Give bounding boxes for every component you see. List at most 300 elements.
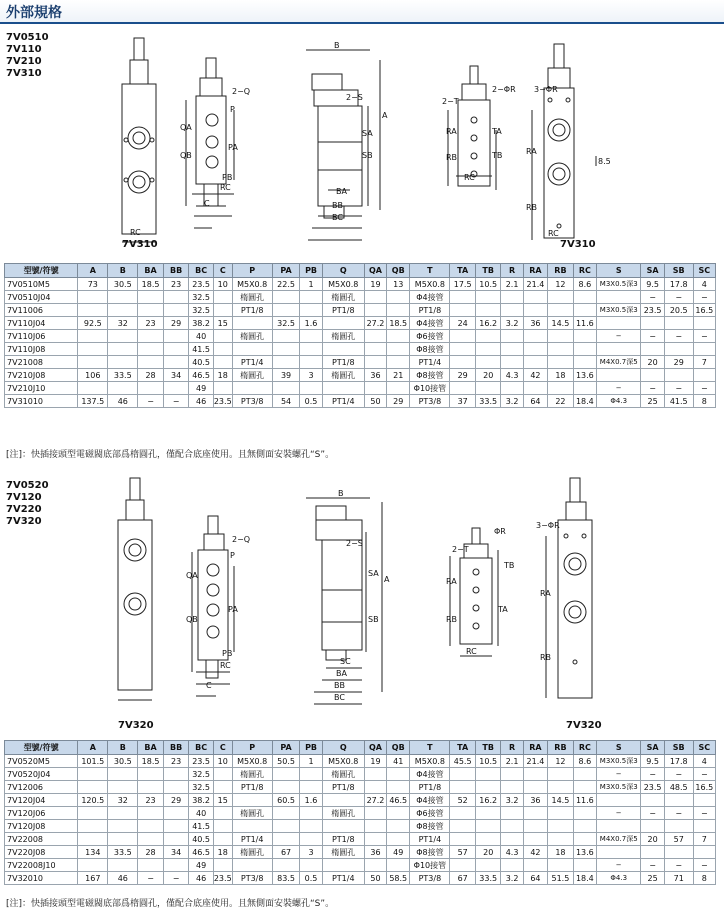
model-cell: 7V110J04 bbox=[5, 317, 78, 330]
table-cell: 17.5 bbox=[450, 278, 476, 291]
table-cell: 134 bbox=[78, 846, 108, 859]
model-list-2 bbox=[6, 480, 49, 528]
table-cell bbox=[78, 356, 108, 369]
table-cell bbox=[78, 820, 108, 833]
model-cell: 7V120J08 bbox=[5, 820, 78, 833]
table-cell: 楕圓孔 bbox=[232, 768, 272, 781]
table-cell: 10.5 bbox=[475, 278, 501, 291]
table-cell: 1.6 bbox=[300, 794, 322, 807]
table-cell: − bbox=[597, 859, 641, 872]
table-cell bbox=[387, 768, 410, 781]
table-cell: 64 bbox=[523, 872, 547, 885]
table-cell: 30.5 bbox=[108, 755, 138, 768]
dimension-drawing-1 bbox=[100, 30, 720, 252]
table-cell: PT1/4 bbox=[322, 395, 364, 408]
table-cell: M5X0.8 bbox=[410, 755, 450, 768]
table-cell: PT1/4 bbox=[410, 833, 450, 846]
table-cell: 40.5 bbox=[189, 833, 213, 846]
table-cell bbox=[523, 330, 547, 343]
table-cell: 51.5 bbox=[548, 872, 574, 885]
model-name: 7V0510 bbox=[6, 32, 49, 43]
dim-label: A bbox=[382, 111, 388, 120]
table-cell: 42 bbox=[523, 846, 547, 859]
column-header: TA bbox=[450, 741, 476, 755]
table-cell bbox=[232, 382, 272, 395]
table-cell: 18.4 bbox=[573, 395, 596, 408]
model-cell: 7V220J08 bbox=[5, 846, 78, 859]
table-cell bbox=[364, 356, 386, 369]
dim-label: ΦR bbox=[494, 527, 506, 536]
table-cell bbox=[693, 317, 715, 330]
table-cell: 23.5 bbox=[641, 304, 664, 317]
table-cell: 23.5 bbox=[213, 873, 232, 883]
table-cell: 23 bbox=[138, 317, 164, 330]
table-cell bbox=[108, 781, 138, 794]
table-cell bbox=[450, 807, 476, 820]
table-cell: PT1/4 bbox=[410, 356, 450, 369]
table-cell: 23 bbox=[163, 755, 189, 768]
dim-label: TB bbox=[504, 561, 515, 570]
table-cell bbox=[501, 781, 523, 794]
column-header: R bbox=[501, 741, 523, 755]
table-cell: 7 bbox=[693, 356, 715, 369]
table-cell: 1 bbox=[300, 755, 322, 768]
table-cell bbox=[322, 317, 364, 330]
dim-label: 3−ΦR bbox=[534, 85, 558, 94]
table-cell bbox=[322, 859, 364, 872]
column-header: RC bbox=[573, 741, 596, 755]
spec-table-2 bbox=[4, 740, 716, 885]
table-cell: Φ8接管 bbox=[410, 846, 450, 859]
table-cell: 28 bbox=[138, 846, 164, 859]
table-cell bbox=[138, 291, 164, 304]
dim-label: BA bbox=[336, 669, 347, 678]
table-cell bbox=[78, 291, 108, 304]
table-cell: − bbox=[664, 807, 693, 820]
table-cell: 10 bbox=[213, 278, 232, 291]
model-cell: 7V12006 bbox=[5, 781, 78, 794]
table-cell: Φ4.3 bbox=[597, 395, 641, 408]
column-header: BC bbox=[189, 264, 213, 278]
table-cell: 32.5 bbox=[189, 781, 213, 794]
table-cell bbox=[300, 768, 322, 781]
table-cell bbox=[641, 820, 664, 833]
table-row bbox=[5, 859, 716, 872]
table-cell bbox=[213, 820, 232, 833]
table-cell: 33.5 bbox=[475, 395, 501, 408]
table-cell: 18 bbox=[548, 846, 574, 859]
column-header: P bbox=[232, 264, 272, 278]
table-cell: 57 bbox=[450, 846, 476, 859]
table-cell: 8.6 bbox=[573, 278, 596, 291]
table-cell bbox=[108, 807, 138, 820]
model-cell: 7V110J06 bbox=[5, 330, 78, 343]
table-cell bbox=[163, 382, 189, 395]
table-cell: 0.5 bbox=[300, 872, 322, 885]
table-cell: 17.8 bbox=[664, 278, 693, 291]
table-cell bbox=[364, 820, 386, 833]
table-cell bbox=[573, 859, 596, 872]
column-header: Q bbox=[322, 741, 364, 755]
table-cell: 58.5 bbox=[387, 872, 410, 885]
dim-label: BB bbox=[332, 201, 343, 210]
table-cell bbox=[232, 820, 272, 833]
dim-label: QB bbox=[180, 151, 192, 160]
table-cell: 20 bbox=[641, 356, 664, 369]
table-cell: − bbox=[693, 768, 715, 781]
table-cell bbox=[523, 859, 547, 872]
table-cell: 18.5 bbox=[387, 317, 410, 330]
table-cell: 16.5 bbox=[693, 781, 715, 794]
table-cell bbox=[364, 859, 386, 872]
table-cell: M3X0.5深3 bbox=[597, 278, 641, 291]
table-cell bbox=[387, 820, 410, 833]
dim-label: 2−T bbox=[442, 97, 459, 106]
column-header: C bbox=[213, 741, 232, 755]
table-cell bbox=[475, 304, 501, 317]
model-cell: 7V22008 bbox=[5, 833, 78, 846]
table-cell bbox=[272, 330, 300, 343]
table-cell: − bbox=[693, 291, 715, 304]
table-cell bbox=[213, 330, 232, 343]
table-cell: 52 bbox=[450, 794, 476, 807]
table-cell bbox=[213, 768, 232, 781]
table-cell: 25 bbox=[641, 395, 664, 408]
table-cell: 67 bbox=[272, 846, 300, 859]
table-cell: 15 bbox=[213, 317, 232, 330]
table-cell: 13.6 bbox=[573, 369, 596, 382]
table-cell bbox=[548, 291, 574, 304]
table-cell: 39 bbox=[272, 369, 300, 382]
dim-label: RC bbox=[220, 661, 231, 670]
table-cell: 12 bbox=[548, 278, 574, 291]
table-cell: 49 bbox=[387, 846, 410, 859]
table-header-row bbox=[5, 741, 716, 755]
table-cell bbox=[664, 317, 693, 330]
table-row bbox=[5, 395, 716, 408]
table-cell bbox=[272, 820, 300, 833]
table-cell: 45.5 bbox=[450, 755, 476, 768]
table-cell bbox=[501, 356, 523, 369]
table-cell: 101.5 bbox=[78, 755, 108, 768]
table-cell bbox=[387, 291, 410, 304]
table-cell: 46 bbox=[189, 395, 213, 408]
table-cell: PT1/8 bbox=[322, 304, 364, 317]
table-cell: Φ4接管 bbox=[410, 794, 450, 807]
table-cell bbox=[78, 304, 108, 317]
table-cell: 46 bbox=[108, 395, 138, 408]
table-row bbox=[5, 794, 716, 807]
table-cell bbox=[272, 859, 300, 872]
dim-label: RC bbox=[464, 173, 475, 182]
table-cell bbox=[475, 768, 501, 781]
table-cell bbox=[364, 304, 386, 317]
table-cell: 楕圓孔 bbox=[322, 768, 364, 781]
table-cell bbox=[450, 291, 476, 304]
table-cell: PT3/8 bbox=[232, 395, 272, 408]
table-cell bbox=[573, 356, 596, 369]
model-cell: 7V110J08 bbox=[5, 343, 78, 356]
table-cell: 40.5 bbox=[189, 356, 213, 369]
table-cell: M4X0.7深5 bbox=[597, 356, 641, 369]
table-cell bbox=[213, 859, 232, 872]
column-header: B bbox=[108, 264, 138, 278]
table-cell bbox=[450, 859, 476, 872]
table-cell bbox=[364, 382, 386, 395]
table-cell: 37 bbox=[450, 395, 476, 408]
table-cell: − bbox=[641, 768, 664, 781]
table-cell: 32.5 bbox=[189, 768, 213, 781]
table-cell: 楕圓孔 bbox=[322, 846, 364, 859]
column-header: A bbox=[78, 741, 108, 755]
table-cell: 32 bbox=[108, 794, 138, 807]
table-cell bbox=[501, 330, 523, 343]
table-cell: 54 bbox=[272, 395, 300, 408]
table-cell bbox=[523, 304, 547, 317]
table-cell: 36 bbox=[523, 317, 547, 330]
table-cell: − bbox=[597, 330, 641, 343]
table-cell bbox=[548, 343, 574, 356]
table-cell bbox=[501, 343, 523, 356]
table-cell: 22 bbox=[548, 395, 574, 408]
table-cell: 21.4 bbox=[523, 278, 547, 291]
table-cell: Φ4接管 bbox=[410, 291, 450, 304]
table-cell: PT1/8 bbox=[410, 304, 450, 317]
table-cell: 50 bbox=[364, 395, 386, 408]
table-row bbox=[5, 317, 716, 330]
table-cell: 楕圓孔 bbox=[232, 807, 272, 820]
table-cell bbox=[501, 382, 523, 395]
model-cell: 7V0510J04 bbox=[5, 291, 78, 304]
model-name: 7V0520 bbox=[6, 480, 49, 491]
table-cell bbox=[641, 343, 664, 356]
table-cell bbox=[387, 833, 410, 846]
table-cell: 楕圓孔 bbox=[232, 369, 272, 382]
table-cell: 67 bbox=[450, 872, 476, 885]
table-cell: 16.2 bbox=[475, 794, 501, 807]
dim-label: P bbox=[230, 105, 235, 114]
table-cell bbox=[475, 820, 501, 833]
table-cell bbox=[272, 781, 300, 794]
table-cell: 32.5 bbox=[189, 304, 213, 317]
column-header: QA bbox=[364, 264, 386, 278]
column-header: BC bbox=[189, 741, 213, 755]
dim-label: RC bbox=[220, 183, 231, 192]
table-cell bbox=[322, 794, 364, 807]
dim-label: P bbox=[230, 551, 235, 560]
dim-label: 2−ΦR bbox=[492, 85, 516, 94]
table-cell bbox=[548, 820, 574, 833]
table-cell: PT1/4 bbox=[232, 356, 272, 369]
table-cell bbox=[597, 846, 641, 859]
table-cell bbox=[501, 768, 523, 781]
table-cell: 29 bbox=[163, 317, 189, 330]
table-cell: 46 bbox=[189, 872, 213, 885]
table-cell: Φ6接管 bbox=[410, 807, 450, 820]
dim-label: RC bbox=[130, 228, 141, 237]
column-header: QB bbox=[387, 741, 410, 755]
table-cell: 36 bbox=[523, 794, 547, 807]
column-header: B bbox=[108, 741, 138, 755]
table-cell bbox=[213, 343, 232, 356]
table-cell bbox=[573, 291, 596, 304]
table-cell bbox=[387, 356, 410, 369]
table-cell bbox=[548, 356, 574, 369]
table-cell: M3X0.5深3 bbox=[597, 781, 641, 794]
table-cell: 楕圓孔 bbox=[322, 369, 364, 382]
table-cell bbox=[597, 369, 641, 382]
table-cell: M3X0.5深3 bbox=[597, 304, 641, 317]
dim-label: BA bbox=[336, 187, 347, 196]
dim-label: 2−S bbox=[346, 539, 363, 548]
model-cell: 7V32010 bbox=[5, 872, 78, 885]
table-cell: PT1/8 bbox=[410, 781, 450, 794]
column-header: BA bbox=[138, 741, 164, 755]
table-cell: 23.5 bbox=[641, 781, 664, 794]
table-cell: PT1/8 bbox=[322, 833, 364, 846]
table-cell: PT3/8 bbox=[232, 872, 272, 885]
table-cell: − bbox=[163, 395, 189, 408]
table-cell: 73 bbox=[78, 278, 108, 291]
dim-label: BB bbox=[334, 681, 345, 690]
table-cell: 29 bbox=[163, 794, 189, 807]
table-cell bbox=[573, 382, 596, 395]
table-cell bbox=[138, 356, 164, 369]
table-cell bbox=[475, 833, 501, 846]
dim-label: TA bbox=[492, 127, 502, 136]
table-cell: 18.5 bbox=[138, 278, 164, 291]
table-row bbox=[5, 820, 716, 833]
table-cell bbox=[78, 343, 108, 356]
table-cell bbox=[108, 304, 138, 317]
table-cell bbox=[163, 820, 189, 833]
table-cell: 18 bbox=[548, 369, 574, 382]
table-cell bbox=[78, 833, 108, 846]
table-cell bbox=[664, 820, 693, 833]
table-cell: 10.5 bbox=[475, 755, 501, 768]
dim-label: QA bbox=[186, 571, 198, 580]
table-cell bbox=[693, 369, 715, 382]
table-header-row bbox=[5, 264, 716, 278]
table-cell bbox=[475, 807, 501, 820]
section-header bbox=[0, 0, 724, 24]
table-cell bbox=[364, 343, 386, 356]
dim-label: RA bbox=[446, 127, 457, 136]
dim-label: 2−Q bbox=[232, 87, 251, 96]
table-cell: 24 bbox=[450, 317, 476, 330]
table-cell: 23 bbox=[138, 794, 164, 807]
table-cell: 41.5 bbox=[189, 343, 213, 356]
dim-label: SB bbox=[368, 615, 379, 624]
table-cell: 11.6 bbox=[573, 794, 596, 807]
table-cell bbox=[523, 382, 547, 395]
table-cell: 3 bbox=[300, 846, 322, 859]
table-cell bbox=[163, 330, 189, 343]
table-cell bbox=[523, 343, 547, 356]
table-cell bbox=[300, 807, 322, 820]
table-cell bbox=[138, 343, 164, 356]
table-cell: − bbox=[641, 807, 664, 820]
table-cell bbox=[573, 820, 596, 833]
table-cell: 46.5 bbox=[387, 794, 410, 807]
table-cell: 楕圓孔 bbox=[322, 291, 364, 304]
table-cell bbox=[364, 768, 386, 781]
table-cell bbox=[573, 330, 596, 343]
column-header: Q bbox=[322, 264, 364, 278]
table-cell: 34 bbox=[163, 846, 189, 859]
table-cell: 48.5 bbox=[664, 781, 693, 794]
table-cell: 21.4 bbox=[523, 755, 547, 768]
table-cell bbox=[213, 781, 232, 794]
table-cell: 41 bbox=[387, 755, 410, 768]
table-cell bbox=[300, 781, 322, 794]
dim-label: SA bbox=[368, 569, 379, 578]
table-cell bbox=[475, 291, 501, 304]
table-cell bbox=[548, 382, 574, 395]
table-cell bbox=[501, 833, 523, 846]
table-row bbox=[5, 330, 716, 343]
table-cell bbox=[573, 768, 596, 781]
column-header: PB bbox=[300, 264, 322, 278]
column-header: TB bbox=[475, 741, 501, 755]
table-cell: 3 bbox=[300, 369, 322, 382]
table-cell: 32.5 bbox=[189, 291, 213, 304]
table-cell: 29 bbox=[450, 369, 476, 382]
table-cell bbox=[213, 807, 232, 820]
dim-label: RB bbox=[540, 653, 552, 662]
table-cell: 楕圓孔 bbox=[322, 807, 364, 820]
table-row bbox=[5, 755, 716, 768]
table-cell: 8 bbox=[693, 872, 715, 885]
table-cell bbox=[232, 794, 272, 807]
table-row bbox=[5, 382, 716, 395]
table-cell: 7 bbox=[693, 833, 715, 846]
table-cell: − bbox=[641, 859, 664, 872]
table-cell bbox=[475, 859, 501, 872]
table-cell: 20 bbox=[641, 833, 664, 846]
table-cell: M5X0.8 bbox=[232, 755, 272, 768]
table-cell bbox=[450, 356, 476, 369]
model-list-1 bbox=[6, 32, 49, 80]
table-cell bbox=[108, 859, 138, 872]
table-cell bbox=[108, 291, 138, 304]
table-cell: 28 bbox=[138, 369, 164, 382]
dim-label: QB bbox=[186, 615, 198, 624]
table-cell: 23.5 bbox=[189, 755, 213, 768]
table-cell: 49 bbox=[189, 382, 213, 395]
table-cell: M5X0.8 bbox=[232, 278, 272, 291]
table-row bbox=[5, 356, 716, 369]
table-cell: − bbox=[597, 768, 641, 781]
dim-label: A bbox=[384, 575, 390, 584]
table-cell bbox=[138, 330, 164, 343]
table-cell: 27.2 bbox=[364, 317, 386, 330]
table-cell bbox=[272, 356, 300, 369]
table-cell: 41.5 bbox=[664, 395, 693, 408]
drawing-caption: 7V310 bbox=[122, 239, 158, 250]
table-cell bbox=[322, 343, 364, 356]
table-cell bbox=[300, 820, 322, 833]
column-header: T bbox=[410, 264, 450, 278]
table-cell: 27.2 bbox=[364, 794, 386, 807]
column-header: S bbox=[597, 264, 641, 278]
table-cell: 13.6 bbox=[573, 846, 596, 859]
table-cell bbox=[641, 846, 664, 859]
table-cell bbox=[597, 317, 641, 330]
table-cell: − bbox=[664, 859, 693, 872]
model-cell: 7V0520J04 bbox=[5, 768, 78, 781]
table-cell: Φ4接管 bbox=[410, 317, 450, 330]
